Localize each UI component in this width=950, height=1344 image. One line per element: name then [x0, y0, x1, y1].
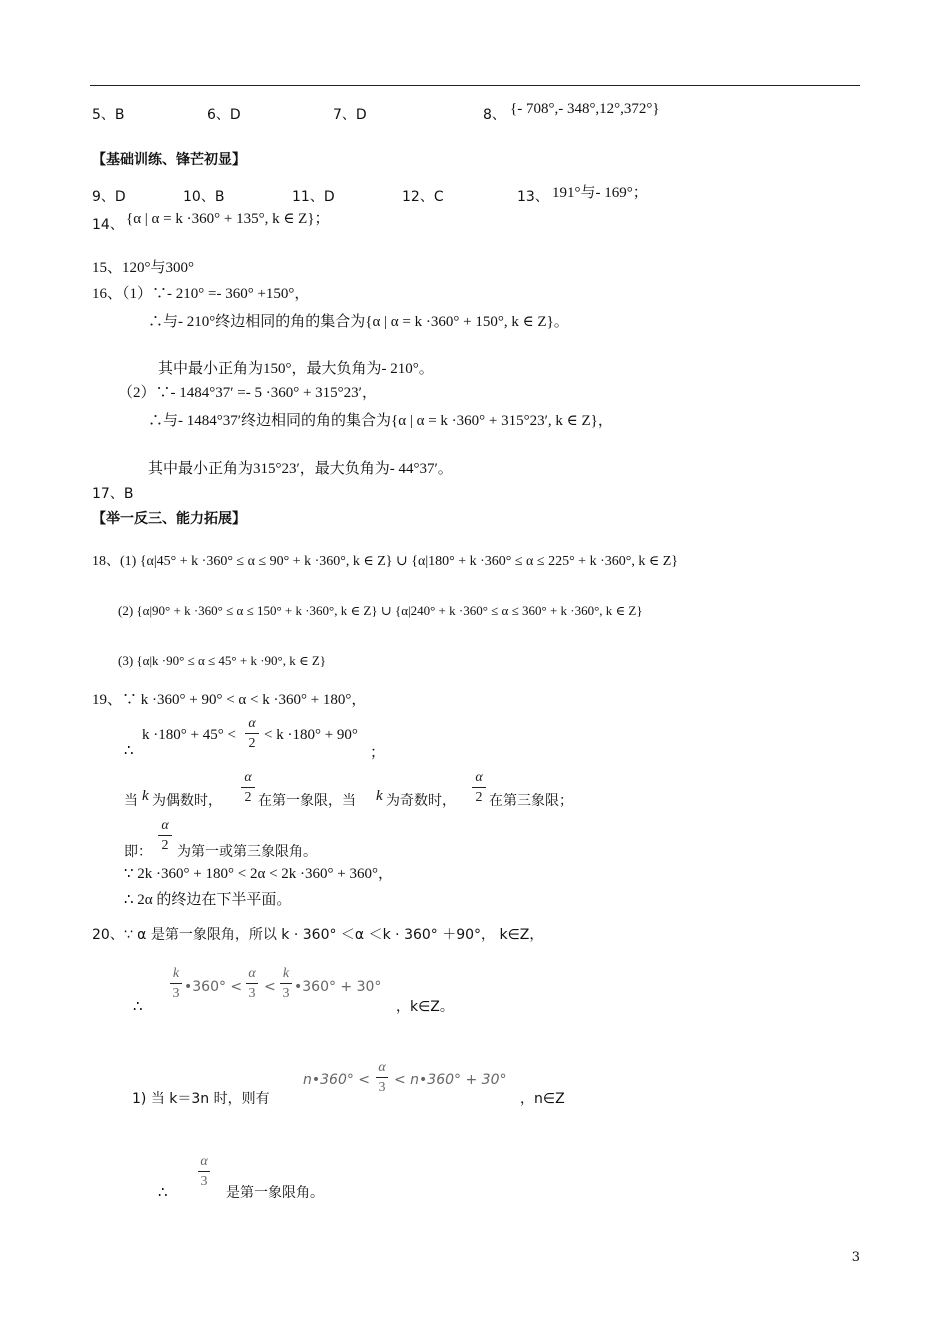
fraction-alpha-over-2: α 2: [158, 818, 172, 853]
fraction-alpha-over-3: α 3: [198, 1154, 210, 1189]
answer-19-line2-left: k ·180° + 45° <: [142, 727, 236, 743]
answer-11: 11、D: [292, 189, 335, 205]
answer-12: 12、C: [402, 189, 444, 205]
answer-9: 9、D: [92, 189, 126, 205]
answer-19-line3-a: 当: [124, 793, 138, 809]
section-extension: 【举一反三、能力拓展】: [92, 511, 246, 527]
fraction-numerator: α: [248, 716, 256, 731]
answer-19-line3-d: 为奇数时，: [386, 793, 456, 809]
answer-6: 6、D: [207, 107, 241, 123]
answer-20-line1: 20、∵ α 是第一象限角，所以 k · 360° ＜α ＜k · 360° ＋90°， k∈Z，: [92, 927, 544, 943]
fraction-alpha-over-2: [245, 716, 259, 751]
answer-19-line3-c: 在第一象限，当: [258, 793, 356, 809]
inequality-n-right: < n•360° + 30°: [394, 1072, 507, 1088]
fraction-alpha-over-2: α 2: [241, 770, 255, 805]
answer-8-label: 8、: [483, 107, 506, 123]
answer-17: 17、B: [92, 486, 134, 502]
answer-19-line1: 19、∵ k ·360° + 90° < α < k ·360° + 180°，: [92, 692, 367, 708]
answer-14: {α | α = k ·360° + 135°, k ∈ Z}；: [126, 211, 330, 227]
fraction-alpha-over-2: α 2: [472, 770, 486, 805]
answer-19-line6: ∴ 2α 的终边在下半平面。: [124, 892, 292, 908]
answer-13-label: 13、: [517, 189, 549, 205]
answer-5: 5、B: [92, 107, 125, 123]
fraction-k-over-3: k 3: [280, 966, 292, 1001]
answer-20-line3-tail: ，n∈Z: [520, 1091, 565, 1107]
answer-18-part2: (2) {α|90° + k ·360° ≤ α ≤ 150° + k ·360°, k ∈ Z} ∪ {α|240° + k ·360° ≤ α ≤ 360° + k ·360°, k ∈ Z}: [118, 603, 643, 618]
answer-16-line6: 其中最小正角为315°23′，最大负角为- 44°37′。: [148, 461, 453, 477]
answer-10: 10、B: [183, 189, 225, 205]
therefore-19: ∴: [124, 743, 134, 759]
answer-18-part1: 18、(1) {α|45° + k ·360° ≤ α ≤ 90° + k ·360°, k ∈ Z} ∪ {α|180° + k ·360° ≤ α ≤ 225° + k ·360°, k ∈ Z}: [92, 554, 678, 569]
answer-20-line4: 是第一象限角。: [226, 1185, 324, 1201]
fraction-alpha-over-3: α 3: [246, 966, 258, 1001]
answer-19-line4-b: 为第一或第三象限角。: [177, 844, 317, 860]
answer-19-line2-right: < k ·180° + 90°: [264, 727, 358, 743]
inequality-n-left: n•360° <: [303, 1072, 371, 1088]
answer-19-line5: ∵ 2k ·360° + 180° < 2α < 2k ·360° + 360°，: [124, 866, 393, 882]
fraction-k-over-3: k 3: [170, 966, 182, 1001]
answer-15: 15、120°与300°: [92, 260, 194, 276]
answer-20-line2-tail: ，k∈Z。: [396, 999, 454, 1015]
answer-13: 191°与- 169°；: [552, 185, 648, 201]
answer-19-line3-e: 在第三象限；: [489, 793, 573, 809]
answer-16-line5: ∴与- 1484°37′终边相同的角的集合为{α | α = k ·360° + 315°23′, k ∈ Z}，: [148, 413, 613, 429]
inequality-part3: •360° + 30°: [294, 979, 382, 995]
answer-14-label: 14、: [92, 217, 124, 233]
fraction-denominator: 2: [248, 736, 256, 751]
answer-19-line3-b: 为偶数时，: [152, 793, 222, 809]
inequality-part2: <: [264, 979, 276, 995]
variable-k: k: [376, 788, 383, 804]
header-rule: [90, 85, 860, 86]
answer-16-line1: 16、（1）∵- 210° =- 360° +150°，: [92, 286, 310, 302]
answer-18-part3: (3) {α|k ·90° ≤ α ≤ 45° + k ·90°, k ∈ Z}: [118, 653, 327, 668]
answer-16-line4: （2）∵- 1484°37′ =- 5 ·360° + 315°23′，: [118, 385, 377, 401]
answer-16-line3: 其中最小正角为150°，最大负角为- 210°。: [158, 361, 434, 377]
page-number: 3: [851, 1250, 860, 1265]
answer-16-line2: ∴与- 210°终边相同的角的集合为{α | α = k ·360° + 150°, k ∈ Z}。: [148, 314, 569, 330]
answer-8-set: {- 708°,- 348°,12°,372°}: [510, 101, 660, 117]
semicolon-19: ；: [370, 745, 386, 761]
answer-7: 7、D: [333, 107, 367, 123]
therefore-20: ∴: [133, 999, 143, 1015]
inequality-part1: •360° <: [184, 979, 243, 995]
variable-k: k: [142, 788, 149, 804]
therefore-20b: ∴: [158, 1185, 168, 1201]
fraction-alpha-over-3: α 3: [376, 1060, 388, 1095]
answer-19-line4-a: 即：: [124, 844, 152, 860]
answer-20-line3: 1) 当 k＝3n 时，则有: [132, 1091, 270, 1107]
section-basic-training: 【基础训练、锋芒初显】: [92, 152, 246, 168]
